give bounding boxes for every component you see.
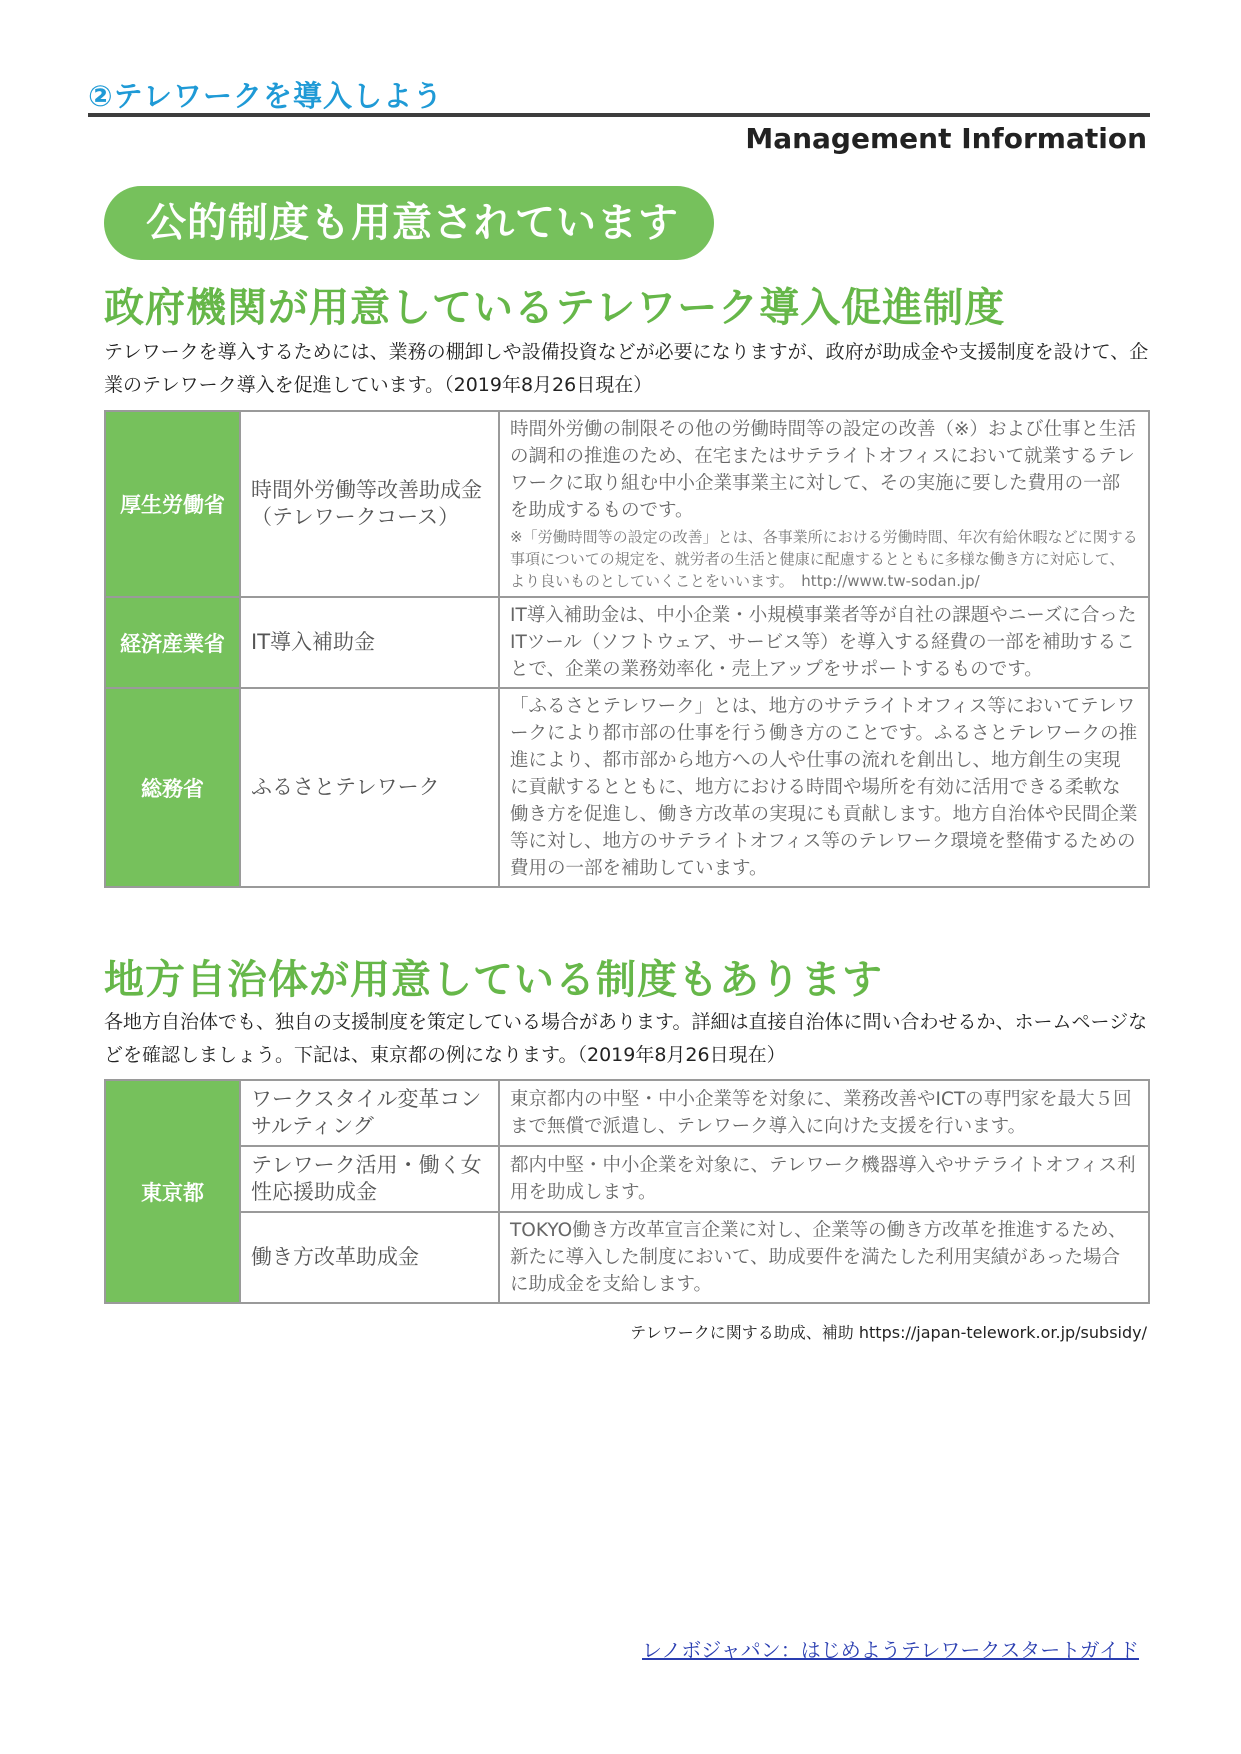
table-row	[105, 1212, 1149, 1303]
local-intro: 各地方自治体でも、独自の支援制度を策定している場合があります。詳細は直接自治体に問い合わせるか、ホームページなどを確認しましょう。下記は、東京都の例になります。（2019年8月26日現在）	[104, 1011, 1148, 1066]
government-heading: 政府機関が用意しているテレワーク導入促進制度	[104, 285, 1006, 331]
description-text: 時間外労働の制限その他の労働時間等の設定の改善（※）および仕事と生活の調和の推進のため、在宅またはサテライトオフィスにおいて就業するテレワークに取り組む中小企業事業主に対して、その実施に要した費用の一部を助成するものです。	[510, 419, 1137, 521]
local-heading: 地方自治体が用意している制度もあります	[104, 957, 883, 1003]
tokyo-programs-table	[104, 1079, 1150, 1304]
agency-cell: 経済産業省	[105, 597, 240, 688]
description-cell: 都内中堅・中小企業を対象に、テレワーク機器導入やサテライトオフィス利用を助成します。	[499, 1146, 1149, 1212]
table-row	[105, 411, 1149, 597]
program-cell: IT導入補助金	[240, 597, 499, 688]
description-cell: TOKYO働き方改革宣言企業に対し、企業等の働き方改革を推進するため、新たに導入した制度において、助成要件を満たした利用実績があった場合に助成金を支給します。	[499, 1212, 1149, 1303]
table-row	[105, 688, 1149, 887]
description-cell: 東京都内の中堅・中小企業等を対象に、業務改善やICTの専門家を最大５回まで無償で派遣し、テレワーク導入に向けた支援を行います。	[499, 1080, 1149, 1146]
program-cell: ワークスタイル変革コンサルティング	[240, 1080, 499, 1146]
agency-cell: 総務省	[105, 688, 240, 887]
description-cell	[499, 688, 1149, 887]
description-text: IT導入補助金は、中小企業・小規模事業者等が自社の課題やニーズに合ったITツール（ソフトウェア、サービス等）を導入する経費の一部を補助することで、企業の業務効率化・売上アップをサポートするものです。	[510, 605, 1137, 680]
program-cell: 働き方改革助成金	[240, 1212, 499, 1303]
section-label: ②テレワークを導入しよう	[88, 79, 443, 113]
banner-pill: 公的制度も用意されています	[104, 186, 714, 260]
program-cell: テレワーク活用・働く女性応援助成金	[240, 1146, 499, 1212]
management-information-label: Management Information	[745, 122, 1147, 155]
table-row	[105, 1080, 1149, 1146]
footer-guide-link[interactable]: レノボジャパン：はじめようテレワークスタートガイド	[642, 1638, 1139, 1662]
table-row	[105, 1146, 1149, 1212]
description-cell	[499, 597, 1149, 688]
header-rule	[88, 113, 1150, 117]
program-cell: 時間外労働等改善助成金（テレワークコース）	[240, 411, 499, 597]
table-row	[105, 597, 1149, 688]
footnote-text: ※「労働時間等の設定の改善」とは、各事業所における労働時間、年次有給休暇などに関する事項についての規定を、就労者の生活と健康に配慮するとともに多様な働き方に対応して、より良いものとしていくことをいいます。 http://www.tw-sodan.jp/	[510, 528, 1138, 590]
government-programs-table	[104, 410, 1150, 888]
source-note: テレワークに関する助成、補助 https://japan-telework.or.jp/subsidy/	[630, 1323, 1147, 1342]
program-cell: ふるさとテレワーク	[240, 688, 499, 887]
government-intro: テレワークを導入するためには、業務の棚卸しや設備投資などが必要になりますが、政府が助成金や支援制度を設けて、企業のテレワーク導入を促進しています。（2019年8月26日現在）	[104, 341, 1149, 396]
agency-cell: 厚生労働省	[105, 411, 240, 597]
description-text: 「ふるさとテレワーク」とは、地方のサテライトオフィス等においてテレワークにより都市部の仕事を行う働き方のことです。ふるさとテレワークの推進により、都市部から地方への人や仕事の流れを創出し、地方創生の実現に貢献するとともに、地方における時間や場所を有効に活用できる柔軟な働き方を促進し、働き方改革の実現にも貢献します。地方自治体や民間企業等に対し、地方のサテライトオフィス等のテレワーク環境を整備するための費用の一部を補助しています。	[510, 696, 1138, 879]
description-cell	[499, 411, 1149, 597]
agency-cell: 東京都	[105, 1080, 240, 1303]
